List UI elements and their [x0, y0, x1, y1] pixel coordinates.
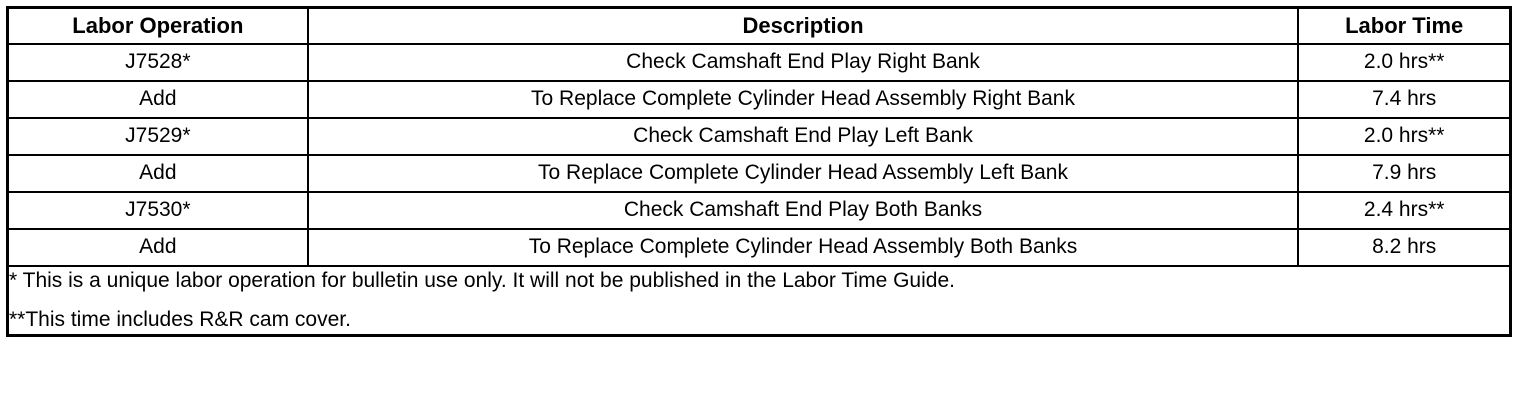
table-row [8, 81, 1511, 118]
cell-description: Check Camshaft End Play Both Banks [308, 192, 1299, 229]
footnote-single-asterisk: * This is a unique labor operation for bulletin use only. It will not be published in the Labor Time Guide. [9, 269, 955, 292]
column-header-labor-operation: Labor Operation [8, 8, 308, 45]
cell-labor-operation: Add [8, 229, 308, 266]
table-row [8, 44, 1511, 81]
table-row [8, 229, 1511, 266]
column-header-description: Description [308, 8, 1299, 45]
cell-description: Check Camshaft End Play Right Bank [308, 44, 1299, 81]
cell-labor-time: 8.2 hrs [1298, 229, 1510, 266]
cell-labor-time: 2.0 hrs** [1298, 44, 1510, 81]
table-header-row [8, 8, 1511, 45]
table-header [8, 8, 1511, 45]
cell-description: To Replace Complete Cylinder Head Assembly Left Bank [308, 155, 1299, 192]
cell-labor-operation: J7529* [8, 118, 308, 155]
cell-labor-operation: Add [8, 81, 308, 118]
cell-labor-operation: J7528* [8, 44, 308, 81]
table-body [8, 44, 1511, 335]
cell-description: To Replace Complete Cylinder Head Assembly Both Banks [308, 229, 1299, 266]
cell-labor-operation: Add [8, 155, 308, 192]
footnote-spacer [9, 294, 1509, 306]
table-row [8, 192, 1511, 229]
cell-labor-operation: J7530* [8, 192, 308, 229]
cell-labor-time: 7.4 hrs [1298, 81, 1510, 118]
labor-operations-table [6, 6, 1512, 337]
cell-labor-time: 2.4 hrs** [1298, 192, 1510, 229]
footnote-double-asterisk: **This time includes R&R cam cover. [9, 308, 351, 332]
footnotes-cell [8, 266, 1511, 335]
cell-labor-time: 7.9 hrs [1298, 155, 1510, 192]
cell-description: To Replace Complete Cylinder Head Assembly Right Bank [308, 81, 1299, 118]
cell-labor-time: 2.0 hrs** [1298, 118, 1510, 155]
table-row [8, 155, 1511, 192]
cell-description: Check Camshaft End Play Left Bank [308, 118, 1299, 155]
table-row [8, 118, 1511, 155]
table-footnotes-row [8, 266, 1511, 335]
column-header-labor-time: Labor Time [1298, 8, 1510, 45]
